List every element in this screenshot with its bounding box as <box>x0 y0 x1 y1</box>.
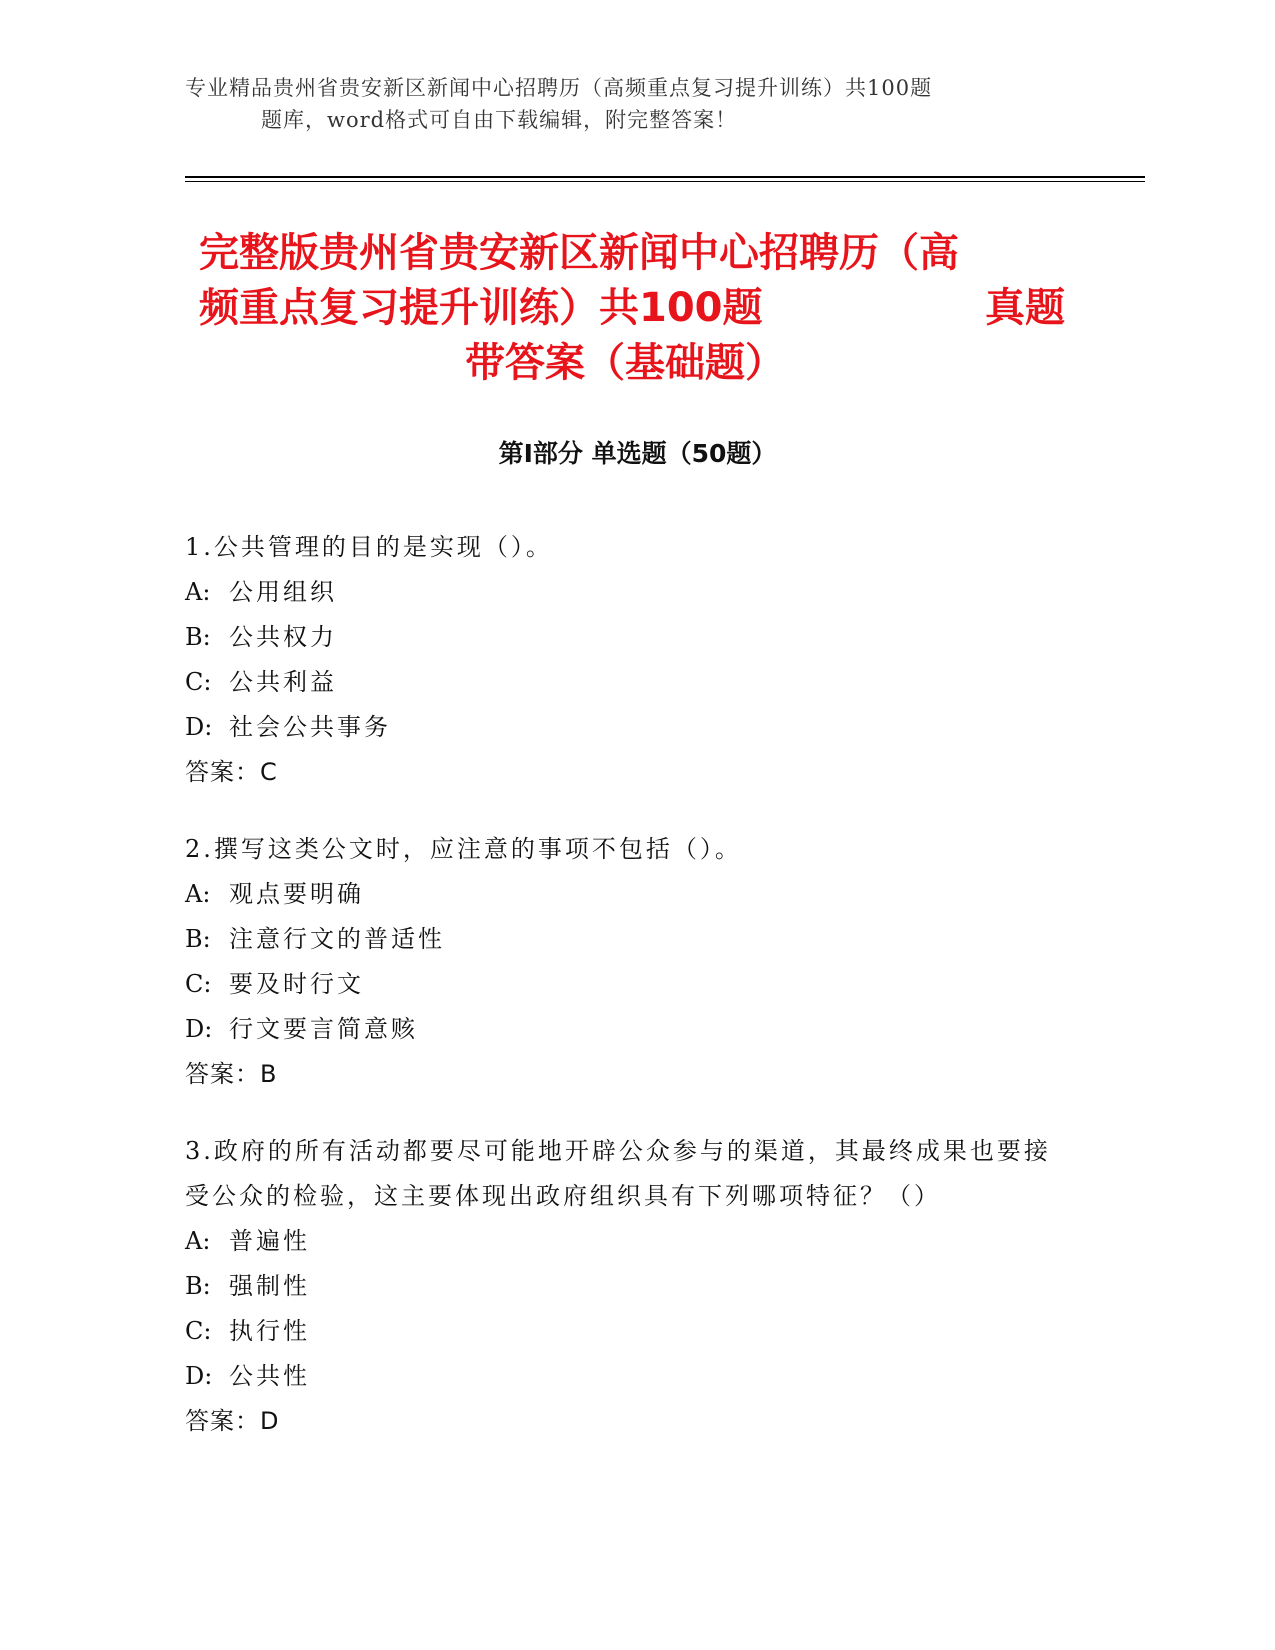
option-a <box>185 1219 1065 1264</box>
title-line-3: 带答案（基础题） <box>465 340 785 386</box>
option-key: A: <box>185 1227 211 1255</box>
question-3 <box>185 1129 1065 1444</box>
option-d <box>185 1007 1065 1052</box>
header-line-2: 题库，word格式可自由下载编辑，附完整答案！ <box>261 108 738 132</box>
option-text: 社会公共事务 <box>229 713 391 741</box>
title-line-1: 完整版贵州省贵安新区新闻中心招聘历（高 <box>199 230 959 276</box>
option-text: 普遍性 <box>229 1227 310 1255</box>
option-c <box>185 1309 1065 1354</box>
title-line-2-left: 频重点复习提升训练）共100题 <box>199 285 763 331</box>
option-b <box>185 917 1065 962</box>
option-d <box>185 1354 1065 1399</box>
option-b <box>185 1264 1065 1309</box>
header-divider-thin <box>185 181 1145 182</box>
option-key: B: <box>185 1272 211 1300</box>
option-c <box>185 660 1065 705</box>
option-key: C: <box>185 970 212 998</box>
question-list <box>185 525 1065 1476</box>
header-divider-thick <box>185 176 1145 178</box>
option-key: D: <box>185 1015 213 1043</box>
option-text: 观点要明确 <box>229 880 364 908</box>
question-1 <box>185 525 1065 795</box>
option-key: A: <box>185 880 211 908</box>
title-line-2 <box>185 281 1065 336</box>
answer-line: 答案：D <box>185 1407 280 1435</box>
option-c <box>185 962 1065 1007</box>
question-stem: 2.撰写这类公文时，应注意的事项不包括（）。 <box>185 835 742 863</box>
option-a <box>185 570 1065 615</box>
option-text: 行文要言简意赅 <box>229 1015 418 1043</box>
option-text: 公共性 <box>229 1362 310 1390</box>
question-2 <box>185 827 1065 1097</box>
option-key: A: <box>185 578 211 606</box>
option-d <box>185 705 1065 750</box>
option-b <box>185 615 1065 660</box>
option-text: 公共利益 <box>229 668 337 696</box>
option-key: C: <box>185 668 212 696</box>
option-key: C: <box>185 1317 212 1345</box>
option-text: 执行性 <box>229 1317 310 1345</box>
question-stem: 3.政府的所有活动都要尽可能地开辟公众参与的渠道，其最终成果也要接受公众的检验，这主要体现出政府组织具有下列哪项特征？（） <box>185 1137 1051 1210</box>
option-text: 注意行文的普适性 <box>229 925 445 953</box>
page-header <box>185 72 1045 136</box>
option-text: 公共权力 <box>229 623 337 651</box>
option-text: 强制性 <box>229 1272 310 1300</box>
title-line-2-right: 真题 <box>985 285 1065 331</box>
option-key: B: <box>185 925 211 953</box>
option-text: 公用组织 <box>229 578 337 606</box>
section-title: 第Ⅰ部分 单选题（50题） <box>498 439 777 468</box>
question-stem: 1.公共管理的目的是实现（）。 <box>185 533 553 561</box>
answer-line: 答案：C <box>185 758 278 786</box>
option-text: 要及时行文 <box>229 970 364 998</box>
document-title <box>185 226 1065 391</box>
option-key: D: <box>185 713 213 741</box>
header-line-1: 专业精品贵州省贵安新区新闻中心招聘历（高频重点复习提升训练）共100题 <box>185 76 933 100</box>
option-key: B: <box>185 623 211 651</box>
answer-line: 答案：B <box>185 1060 278 1088</box>
option-key: D: <box>185 1362 213 1390</box>
option-a <box>185 872 1065 917</box>
